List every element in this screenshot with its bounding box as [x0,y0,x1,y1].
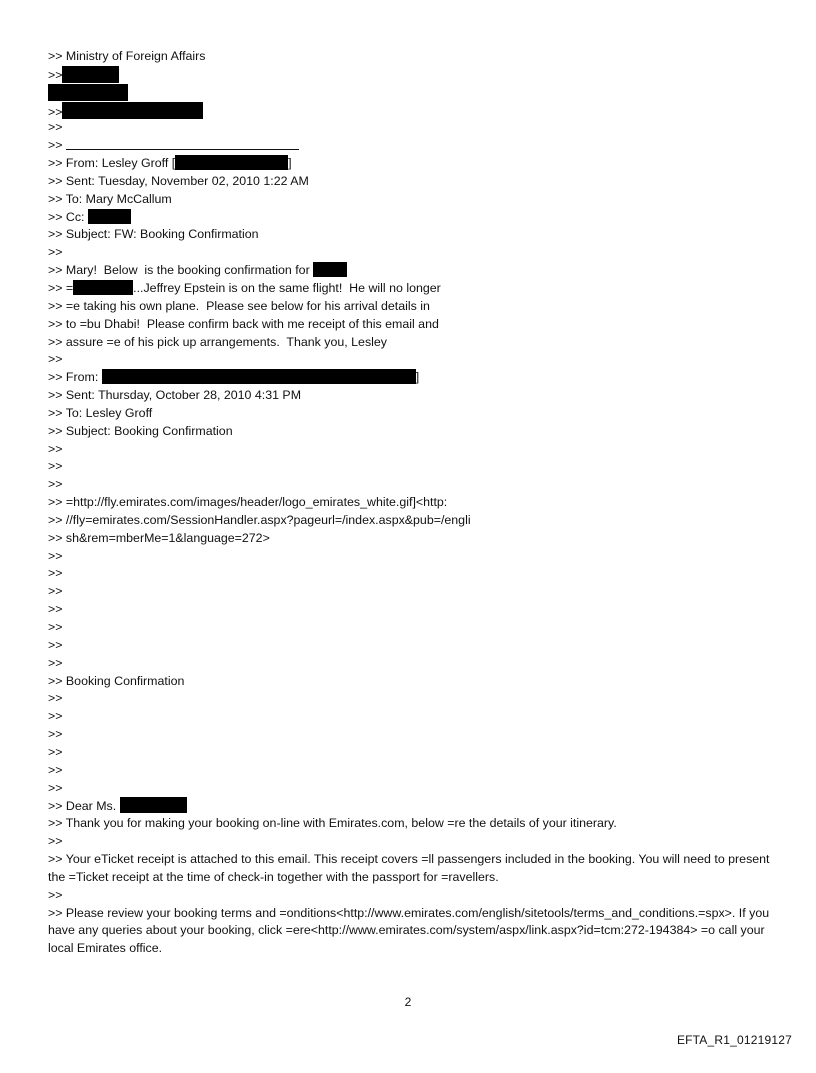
redaction-block [102,369,416,384]
prefix-line: >> [48,66,778,84]
from-line: >> From: Lesley Groff [ ] [48,156,292,171]
page-number: 2 [404,995,412,1009]
from-line: >> From: ] [48,370,420,385]
redaction-block [62,66,119,83]
body-line: >> to =bu Dhabi! Please confirm back with me receipt of this email and [48,316,439,331]
redacted-line [48,84,778,102]
subject-line: >> Subject: FW: Booking Confirmation [48,227,259,242]
body-line: >> = ...Jeffrey Epstein is on the same flight! He will no longer [48,280,441,295]
prefix-line: >> [48,709,63,724]
separator-rule [66,137,299,150]
email-document [48,48,778,958]
redaction-block [62,102,203,119]
to-line: >> To: Mary McCallum [48,191,172,206]
prefix-line: >> [48,120,63,135]
prefix-line: >> [48,245,63,260]
prefix-line: >> [48,727,63,742]
redaction-block [73,280,133,295]
subject-line: >> Subject: Booking Confirmation [48,423,233,438]
body-line: >> assure =e of his pick up arrangements. Thank you, Lesley [48,334,387,349]
redaction-block [88,209,131,224]
to-line: >> To: Lesley Groff [48,405,153,420]
prefix-line: >> [48,887,63,902]
org-line: >> Ministry of Foreign Affairs [48,49,206,63]
redaction-block [175,155,288,170]
prefix-line: >> [48,620,63,634]
review-paragraph: >> Please review your booking terms and =onditions<http://www.emirates.com/english/sitetools/terms_and_conditions.=spx>. If you have any queries about your booking, click =ere<http://www.emirates.com/system/aspx/link.aspx?id=tcm:272-194384> =o call your local Emirates office. [48,905,770,956]
url-line: >> //fly=emirates.com/SessionHandler.aspx?pageurl=/index.aspx&pub=/engli [48,512,471,527]
salutation-line: >> Dear Ms. [48,797,778,815]
prefix-line: >> [48,548,63,563]
url-line: >> =http://fly.emirates.com/images/header/logo_emirates_white.gif]<http: [48,495,448,510]
eticket-paragraph: >> Your eTicket receipt is attached to this email. This receipt covers =ll passengers included in the booking. You will need to present the =Ticket receipt at the time of check-in together with the passport for =ravellers. [48,851,770,884]
booking-heading: >> Booking Confirmation [48,673,185,688]
prefix-line: >> [48,744,63,759]
prefix-line: >> [48,441,63,456]
prefix-line: >> [48,102,778,120]
prefix-line: >> [48,602,63,617]
prefix-line: >> [48,477,63,492]
cc-line: >> Cc: [48,209,778,227]
body-line: >> =e taking his own plane. Please see below for his arrival details in [48,298,430,313]
prefix-line: >> [48,762,63,777]
sent-line: >> Sent: Thursday, October 28, 2010 4:31 PM [48,388,302,403]
bates-stamp: EFTA_R1_01219127 [676,1033,792,1047]
prefix-line: >> [48,584,63,599]
prefix-line: >> [48,691,63,706]
redaction-block [120,797,187,813]
prefix-line: >> [48,459,63,474]
redaction-block [313,262,347,277]
body-line: >> Thank you for making your booking on-line with Emirates.com, below =re the details of your itinerary. [48,816,617,831]
prefix-line: >> [48,834,63,849]
prefix-line: >> [48,352,63,367]
prefix-line: >> [48,780,63,795]
redaction-block [48,84,128,101]
sent-line: >> Sent: Tuesday, November 02, 2010 1:22 AM [48,173,309,188]
body-line: >> Mary! Below is the booking confirmation for [48,262,778,280]
prefix-line: >> [48,566,63,581]
separator-line: >> [48,137,778,155]
prefix-line: >> [48,637,63,652]
url-line: >> sh&rem=mberMe=1&language=272> [48,530,270,545]
prefix-line: >> [48,655,63,670]
